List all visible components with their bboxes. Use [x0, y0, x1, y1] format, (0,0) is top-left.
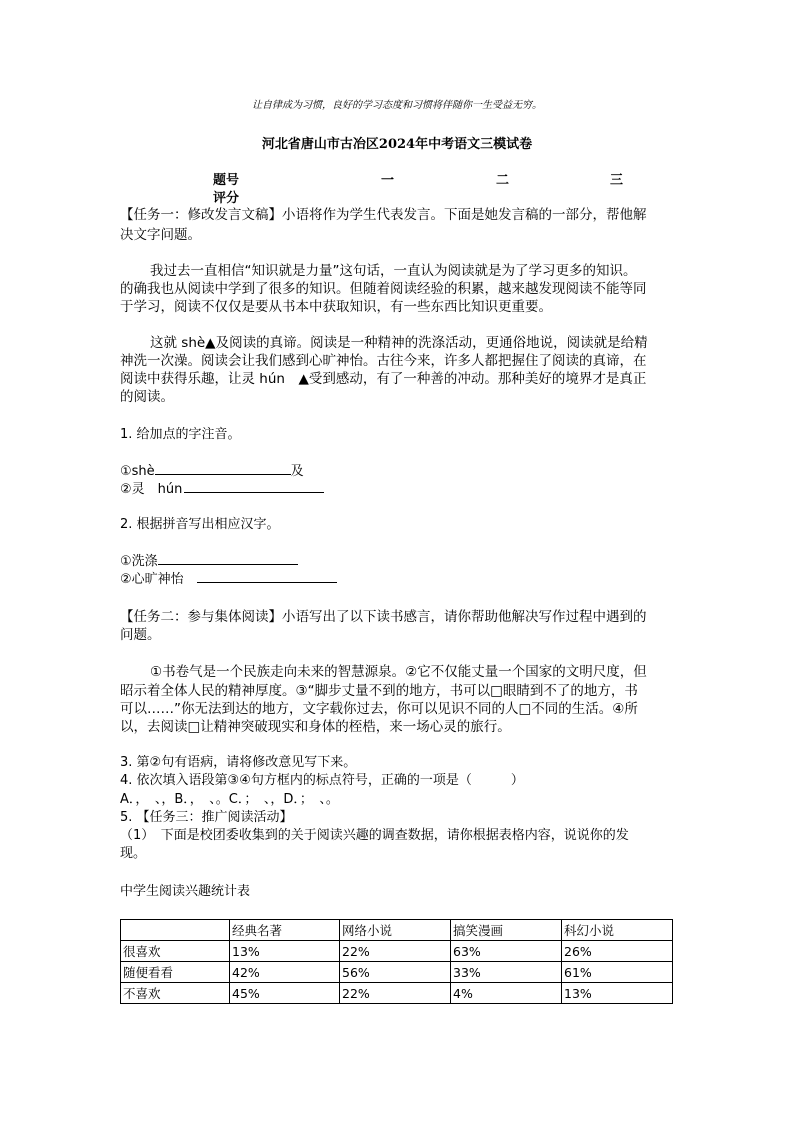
question-5-sub-line1: （1） 下面是校团委收集到的关于阅读兴趣的调查数据，请你根据表格内容，说说你的发 — [120, 828, 629, 843]
task1-para2-line4: 的阅读。 — [120, 389, 174, 405]
task1-para2-line2: 神洗一次澡。阅读会让我们感到心旷神怡。古往今来，许多人都把握住了阅读的真谛，在 — [120, 353, 647, 369]
question-3: 3. 第②句有语病，请将修改意见写下来。 — [120, 755, 357, 770]
task1-para2-line1: 这就 shè▲及阅读的真谛。阅读是一种精神的洗涤活动，更通俗地说，阅读就是给精 — [150, 335, 648, 351]
table-cell: 13% — [562, 983, 673, 1004]
table-row — [121, 983, 673, 1004]
score-row-label: 题号 — [213, 173, 240, 188]
table-cell: 45% — [230, 983, 340, 1004]
task1-intro-line2: 决文字问题。 — [120, 227, 201, 243]
task2-para-line3: 可以……”你无法到达的地方，文字载你过去，你可以见识不同的人□不同的生活。④所 — [120, 701, 638, 717]
table-cell: 42% — [230, 962, 340, 983]
task1-intro-line1: 【任务一：修改发言文稿】小语将作为学生代表发言。下面是她发言稿的一部分，帮他解 — [120, 207, 647, 223]
table-cell: 13% — [230, 941, 340, 962]
table-cell: 63% — [451, 941, 562, 962]
q2-b-label: ②心旷神怡 — [120, 572, 197, 587]
table-cell: 随便看看 — [121, 962, 230, 983]
motto: 让自律成为习惯，良好的学习态度和习惯将伴随你一生受益无穷。 — [252, 100, 542, 111]
q1-a-blank[interactable] — [155, 461, 291, 475]
question-5: 5. 【任务三：推广阅读活动】 — [120, 810, 293, 825]
score-row-2-label: 评分 — [213, 191, 240, 206]
stats-table-caption: 中学生阅读兴趣统计表 — [120, 884, 251, 899]
task1-para1-line1: 我过去一直相信“知识就是力量”这句话，一直认为阅读就是为了学习更多的知识。 — [150, 263, 637, 279]
q1-answer-b — [120, 479, 324, 500]
task1-para2-line3: 阅读中获得乐趣，让灵 hún ▲受到感动，有了一种善的冲动。那种美好的境界才是真正 — [120, 371, 647, 387]
q1-a-suffix: 及 — [290, 464, 304, 479]
table-row — [121, 941, 673, 962]
q2-b-blank[interactable] — [197, 569, 337, 583]
q2-a-blank[interactable] — [158, 551, 298, 565]
table-cell: 22% — [340, 983, 451, 1004]
score-col-1: 一 — [381, 173, 395, 188]
q1-b-blank[interactable] — [184, 479, 324, 493]
question-4-options: A．， 、，B．， 、。C．； 、，D．； 、。 — [120, 792, 339, 807]
table-header-cell: 科幻小说 — [562, 920, 673, 941]
table-header-cell: 网络小说 — [340, 920, 451, 941]
reading-interest-table — [120, 919, 673, 1004]
task2-intro-line2: 问题。 — [120, 627, 161, 643]
task2-intro-line1: 【任务二：参与集体阅读】小语写出了以下读书感言，请你帮助他解决写作过程中遇到的 — [120, 609, 647, 625]
task2-para-line1: ①书卷气是一个民族走向未来的智慧源泉。②它不仅能丈量一个国家的文明尺度，但 — [150, 664, 647, 680]
question-4: 4. 依次填入语段第③④句方框内的标点符号，正确的一项是（ ） — [120, 773, 524, 788]
table-cell: 56% — [340, 962, 451, 983]
task2-para-line2: 昭示着全体人民的精神厚度。③“脚步丈量不到的地方，书可以□眼睛到不了的地方，书 — [120, 683, 638, 699]
task1-para1-line2: 的确我也从阅读中学到了很多的知识。但随着阅读经验的积累，越来越发现阅读不能等同 — [120, 281, 647, 297]
table-cell: 22% — [340, 941, 451, 962]
q2-answer-b — [120, 569, 337, 590]
table-cell: 26% — [562, 941, 673, 962]
table-cell: 不喜欢 — [121, 983, 230, 1004]
score-col-3: 三 — [610, 173, 624, 188]
q1-a-prefix: ①shè — [120, 464, 155, 479]
table-header-cell — [121, 920, 230, 941]
q1-b-prefix: ②灵 hún — [120, 482, 183, 497]
table-header-row — [121, 920, 673, 941]
table-cell: 4% — [451, 983, 562, 1004]
score-col-2: 二 — [496, 173, 510, 188]
table-cell: 33% — [451, 962, 562, 983]
question-1: 1. 给加点的字注音。 — [120, 427, 241, 442]
table-cell: 很喜欢 — [121, 941, 230, 962]
table-header-cell: 搞笑漫画 — [451, 920, 562, 941]
question-5-sub-line2: 现。 — [120, 846, 147, 861]
task1-para1-line3: 于学习，阅读不仅仅是要从书本中获取知识，有一些东西比知识更重要。 — [120, 299, 552, 315]
exam-title: 河北省唐山市古冶区2024年中考语文三模试卷 — [261, 137, 533, 152]
table-cell: 61% — [562, 962, 673, 983]
q2-a-label: ①洗涤 — [120, 554, 158, 569]
table-header-cell: 经典名著 — [230, 920, 340, 941]
task2-para-line4: 以，去阅读□让精神突破现实和身体的桎梏，来一场心灵的旅行。 — [120, 719, 511, 735]
question-2: 2. 根据拼音写出相应汉字。 — [120, 517, 280, 532]
table-row — [121, 962, 673, 983]
